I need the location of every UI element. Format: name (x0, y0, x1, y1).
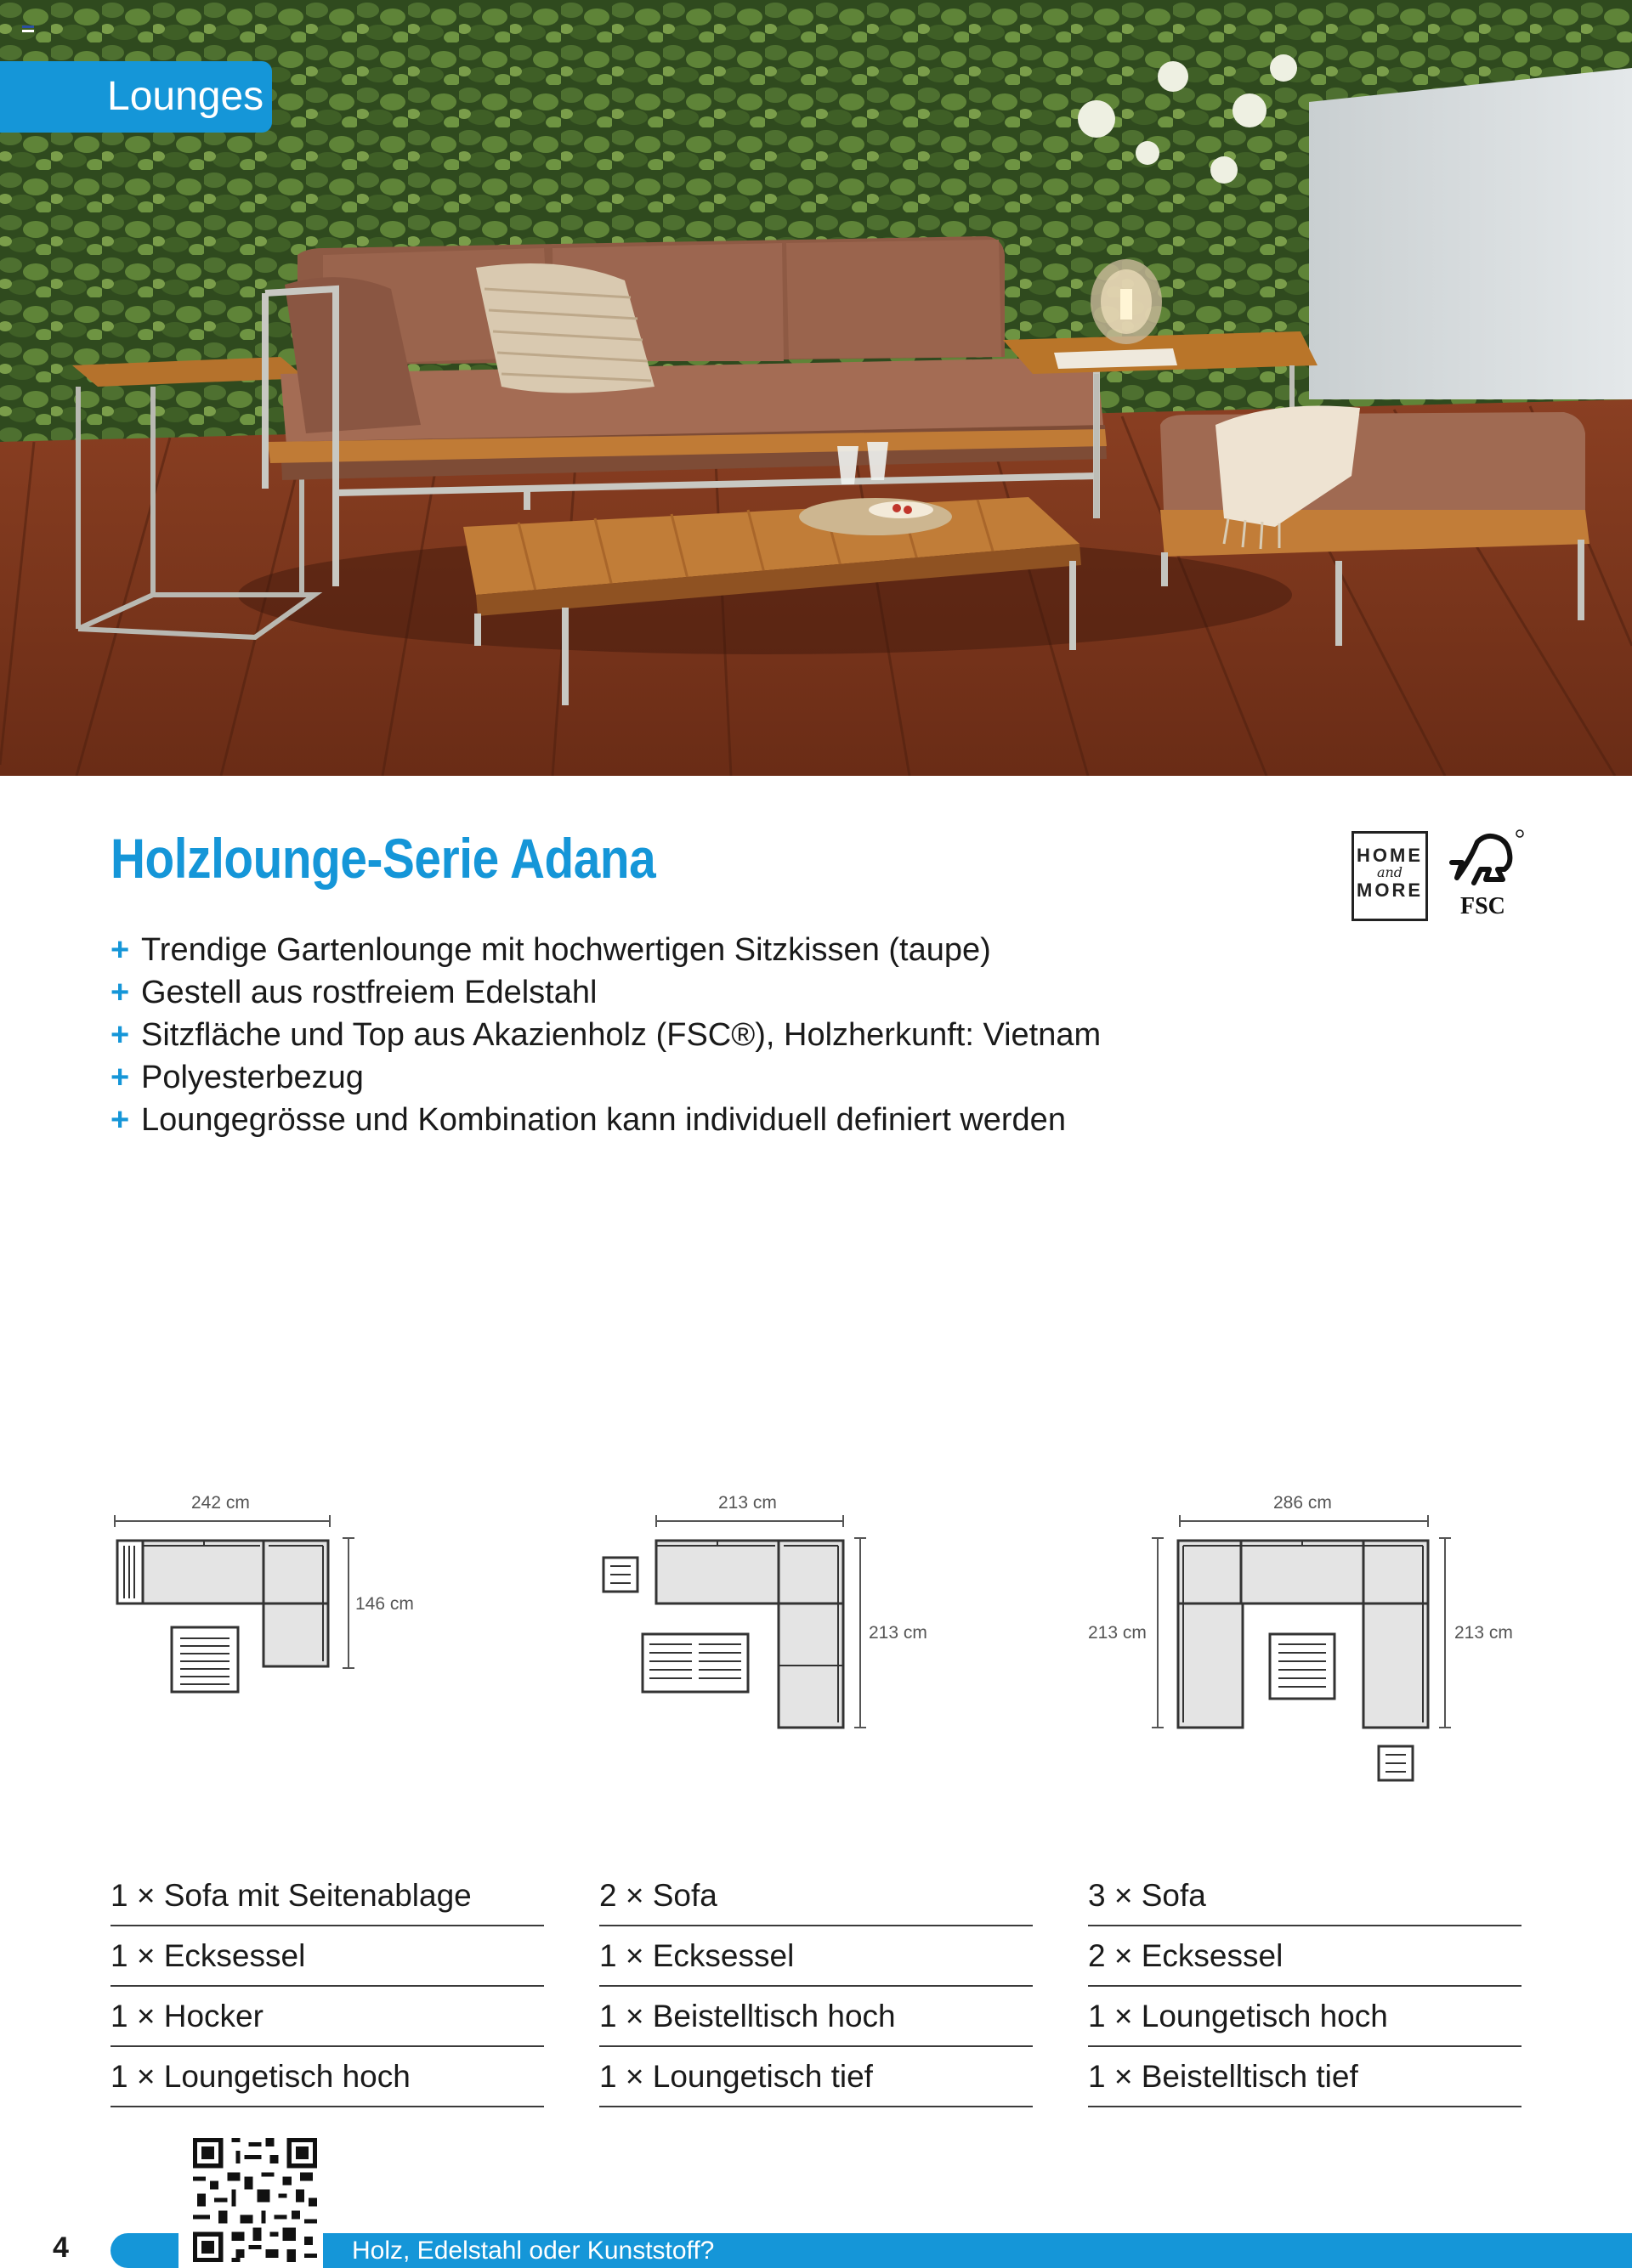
list-item: 2 × Sofa (599, 1866, 1033, 1926)
feature-item: + Trendige Gartenlounge mit hochwertigen Sitzkissen (taupe) (110, 929, 1101, 971)
hocker-table-symbol (172, 1627, 238, 1692)
dimension-depth: 146 cm (355, 1594, 414, 1614)
qr-code-icon[interactable] (189, 2134, 321, 2266)
coffee-table-symbol (1270, 1634, 1334, 1699)
feature-item: + Polyesterbezug (110, 1056, 1101, 1099)
page-number: 4 (53, 2231, 69, 2264)
plan-1-drawing (110, 1491, 382, 1712)
coffee-table-symbol (643, 1634, 748, 1692)
list-item: 1 × Ecksessel (110, 1926, 544, 1987)
section-tab (0, 61, 272, 133)
fsc-tree-icon (1445, 829, 1527, 896)
side-table-symbol (604, 1558, 638, 1592)
list-item: 1 × Beistelltisch tief (1088, 2047, 1522, 2107)
hero-photo (0, 0, 1632, 776)
list-item: 1 × Loungetisch hoch (110, 2047, 544, 2107)
plan-2-drawing (595, 1491, 884, 1746)
dimension-width: 286 cm (1273, 1493, 1332, 1513)
list-item: 1 × Ecksessel (599, 1926, 1033, 1987)
fsc-logo: FSC (1445, 829, 1527, 922)
floor-plan-3 (1080, 1491, 1513, 1797)
floor-plan-1 (110, 1491, 414, 1712)
footer-accent (110, 2233, 178, 2268)
list-item: 1 × Sofa mit Seitenablage (110, 1866, 544, 1926)
section-tab-label: Lounges (107, 74, 264, 119)
footer-banner (323, 2233, 1632, 2268)
feature-item: + Sitzfläche und Top aus Akazienholz (FSC®), Holzherkunft: Vietnam (110, 1014, 1101, 1056)
dimension-depth-left: 213 cm (1088, 1623, 1147, 1643)
product-title: Holzlounge-Serie Adana (110, 827, 656, 890)
plus-icon: + (110, 1060, 130, 1095)
feature-item: + Loungegrösse und Kombination kann individuell definiert werden (110, 1099, 1101, 1141)
feature-list (110, 929, 1101, 1141)
qr-code-graphic (189, 2134, 321, 2266)
list-item: 1 × Hocker (110, 1987, 544, 2047)
list-item: 1 × Loungetisch tief (599, 2047, 1033, 2107)
plus-icon: + (110, 932, 130, 968)
dimension-width: 213 cm (718, 1493, 777, 1513)
list-item: 1 × Loungetisch hoch (1088, 1987, 1522, 2047)
dimension-width: 242 cm (191, 1493, 250, 1513)
parts-list-1 (110, 1866, 544, 2107)
plus-icon: + (110, 975, 130, 1010)
home-and-more-logo: HOME and MORE (1352, 831, 1428, 921)
list-item: 2 × Ecksessel (1088, 1926, 1522, 1987)
side-table-symbol (1379, 1746, 1413, 1780)
list-item: 3 × Sofa (1088, 1866, 1522, 1926)
feature-item: + Gestell aus rostfreiem Edelstahl (110, 971, 1101, 1014)
dimension-depth: 213 cm (869, 1623, 927, 1643)
plan-3-drawing (1080, 1491, 1454, 1797)
floor-plan-2 (595, 1491, 927, 1746)
list-item: 1 × Beistelltisch hoch (599, 1987, 1033, 2047)
plus-icon: + (110, 1017, 130, 1053)
parts-list-2 (599, 1866, 1033, 2107)
flag-icon (22, 25, 34, 32)
parts-list-3 (1088, 1866, 1522, 2107)
footer-banner-text: Holz, Edelstahl oder Kunststoff? (352, 2237, 715, 2265)
plus-icon: + (110, 1102, 130, 1138)
dimension-depth-right: 213 cm (1454, 1623, 1513, 1643)
